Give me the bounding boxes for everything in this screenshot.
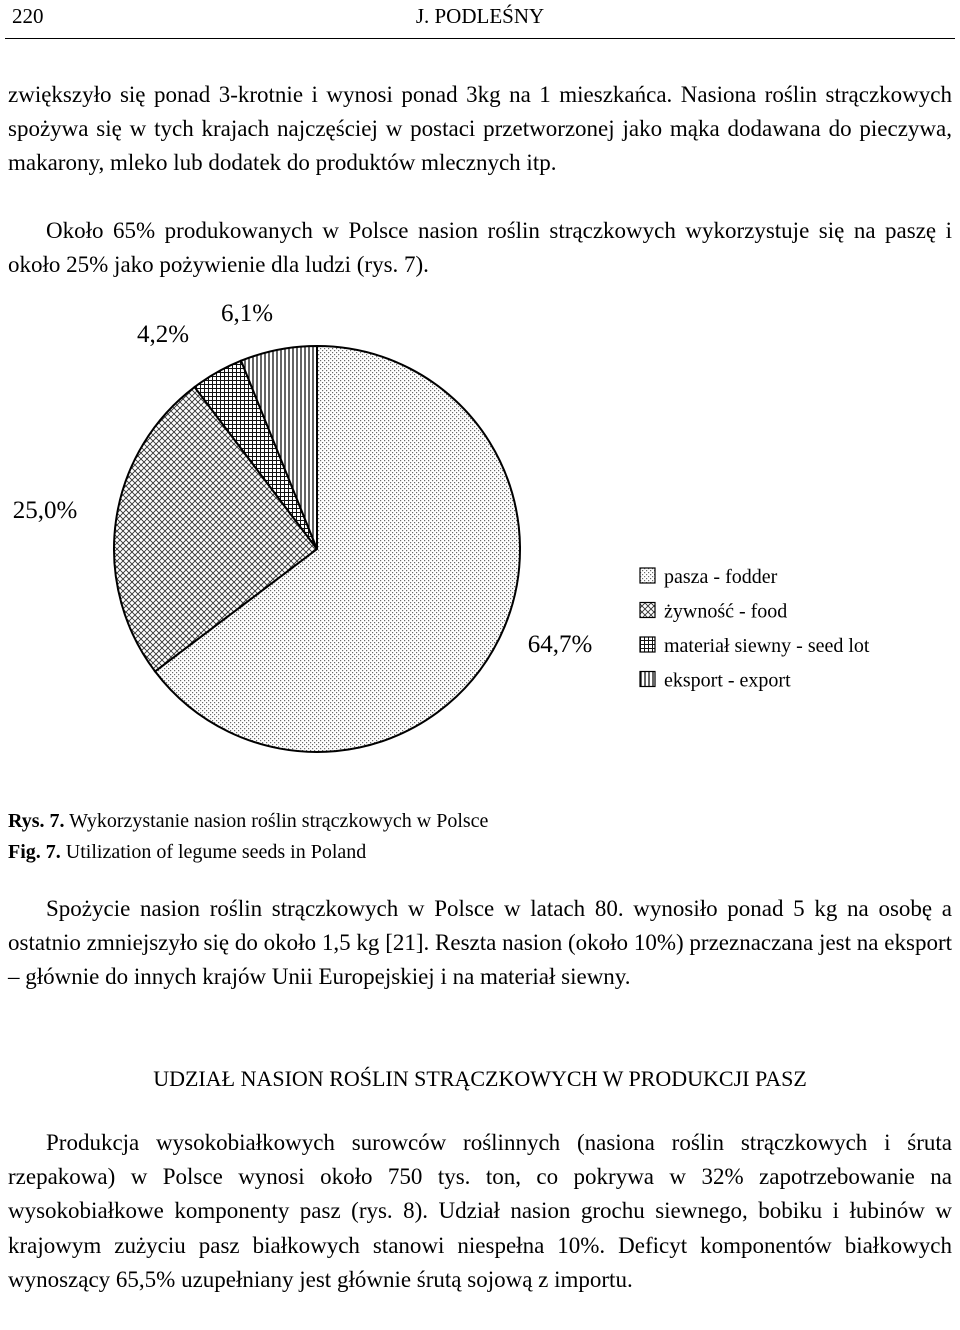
legend-swatch-seed-lot [640,637,655,652]
page-number: 220 [12,4,44,28]
slice-value-label-fodder: 64,7% [527,631,593,658]
paragraph-consumption: Spożycie nasion roślin strączkowych w Polsce w latach 80. wynosiło ponad 5 kg na osobę a ostatnio zmniejszyło się do około 1,5 kg [21]. Reszta nasion (około 10%) przeznaczana jest na eksport – głównie do innych krajów Unii Europejskiej i na materiał siewny. [8,896,952,990]
legend-swatch-food [640,603,655,618]
caption-text-en: Utilization of legume seeds in Poland [60,841,367,863]
slice-value-label-food: 25,0% [12,497,78,524]
figure-caption-pl [8,806,908,837]
running-header-author: J. PODLEŚNY [415,4,545,28]
figure-caption-en [8,837,908,868]
section-heading: UDZIAŁ NASION ROŚLIN STRĄCZKOWYCH W PRODUKCJI PASZ [153,1066,807,1091]
paragraph-usage: Około 65% produkowanych w Polsce nasion roślin strączkowych wykorzystuje się na paszę i około 25% jako pożywienie dla ludzi (rys. 7). [8,218,952,278]
legend-label-seed-lot: materiał siewny - seed lot [664,635,870,657]
legend-label-export: eksport - export [664,669,791,692]
slice-value-label-export: 6,1% [220,300,274,327]
legend-swatch-fodder [640,568,655,583]
caption-text-pl: Wykorzystanie nasion roślin strączkowych w Polsce [64,810,489,832]
legend-label-fodder: pasza - fodder [664,566,778,588]
caption-prefix-pl: Rys. 7. [8,810,65,832]
paragraph-feed-production: Produkcja wysokobiałkowych surowców roślinnych (nasiona roślin strączkowych i śruta rzepakowa) w Polsce wynosi około 750 tys. ton, co pokrywa w 32% zapotrzebowanie na wysokobiałkowe komponenty pasz (rys. 8). Udział nasion grochu siewnego, bobiku i łubinów w krajowym zużyciu pasz białkowych stanowi niespełna 10%. Deficyt komponentów białkowych wynoszący 65,5% uzupełniany jest głównie śrutą sojową z importu. [8,1130,952,1292]
slice-value-label-seed-lot: 4,2% [136,321,190,348]
pie-chart [0,290,960,790]
header-rule [5,38,955,39]
caption-prefix-en: Fig. 7. [8,841,61,863]
legend-swatch-export [640,672,655,687]
legend-label-food: żywność - food [664,600,788,623]
paragraph-continued: zwiększyło się ponad 3-krotnie i wynosi ponad 3kg na 1 mieszkańca. Nasiona roślin strączkowych spożywa się w tych krajach najczęściej w postaci przetworzonej jako mąka dodawana do pieczywa, makarony, mleko lub dodatek do produktów mlecznych itp. [8,82,952,176]
